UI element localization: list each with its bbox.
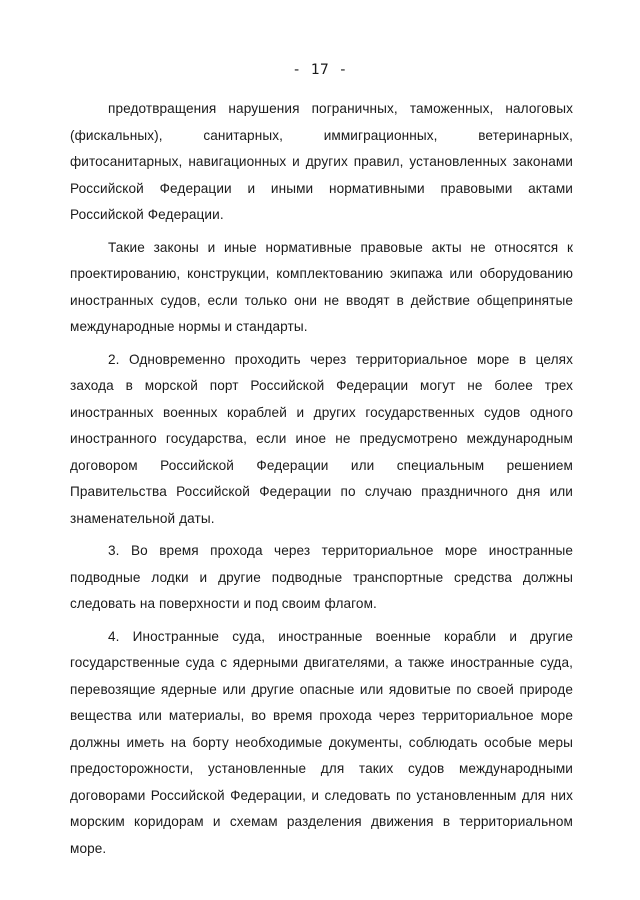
page-number: - 17 - xyxy=(292,62,348,78)
paragraph-item-2: 2. Одновременно проходить через территориальное море в целях захода в морской порт Российской Федерации могут не более трех иностранных военных кораблей и других государственных судов одного иностранного государства, если иное не предусмотрено международным договором Российской Федерации или специальным решением Правительства Российской Федерации по случаю праздничного дня или знаменательной даты. xyxy=(70,351,573,526)
paragraph-item-4: 4. Иностранные суда, иностранные военные корабли и другие государственные суда с ядерными двигателями, а также иностранные суда, перевозящие ядерные или другие опасные или ядовитые по своей природе вещества или материалы, во время прохода через территориальное море должны иметь на борту необходимые документы, соблюдать особые меры предосторожности, установленные для таких судов международными договорами Российской Федерации, и следовать по установленным для них морским коридорам и схемам разделения движения в территориальном море. xyxy=(70,628,573,856)
document-body xyxy=(70,96,573,868)
paragraph-item-3: 3. Во время прохода через территориальное море иностранные подводные лодки и другие подводные транспортные средства должны следовать на поверхности и под своим флагом. xyxy=(70,543,573,611)
paragraph-continuation: предотвращения нарушения пограничных, таможенных, налоговых (фискальных), санитарных, иммиграционных, ветеринарных, фитосанитарных, навигационных и других правил, установленных законами Российской Федерации и иными нормативными правовыми актами Российской Федерации. xyxy=(70,101,573,222)
paragraph-laws-not-applicable: Такие законы и иные нормативные правовые акты не относятся к проектированию, конструкции, комплектованию экипажа или оборудованию иностранных судов, если только они не вводят в действие общепринятые международные нормы и стандарты. xyxy=(70,239,573,334)
